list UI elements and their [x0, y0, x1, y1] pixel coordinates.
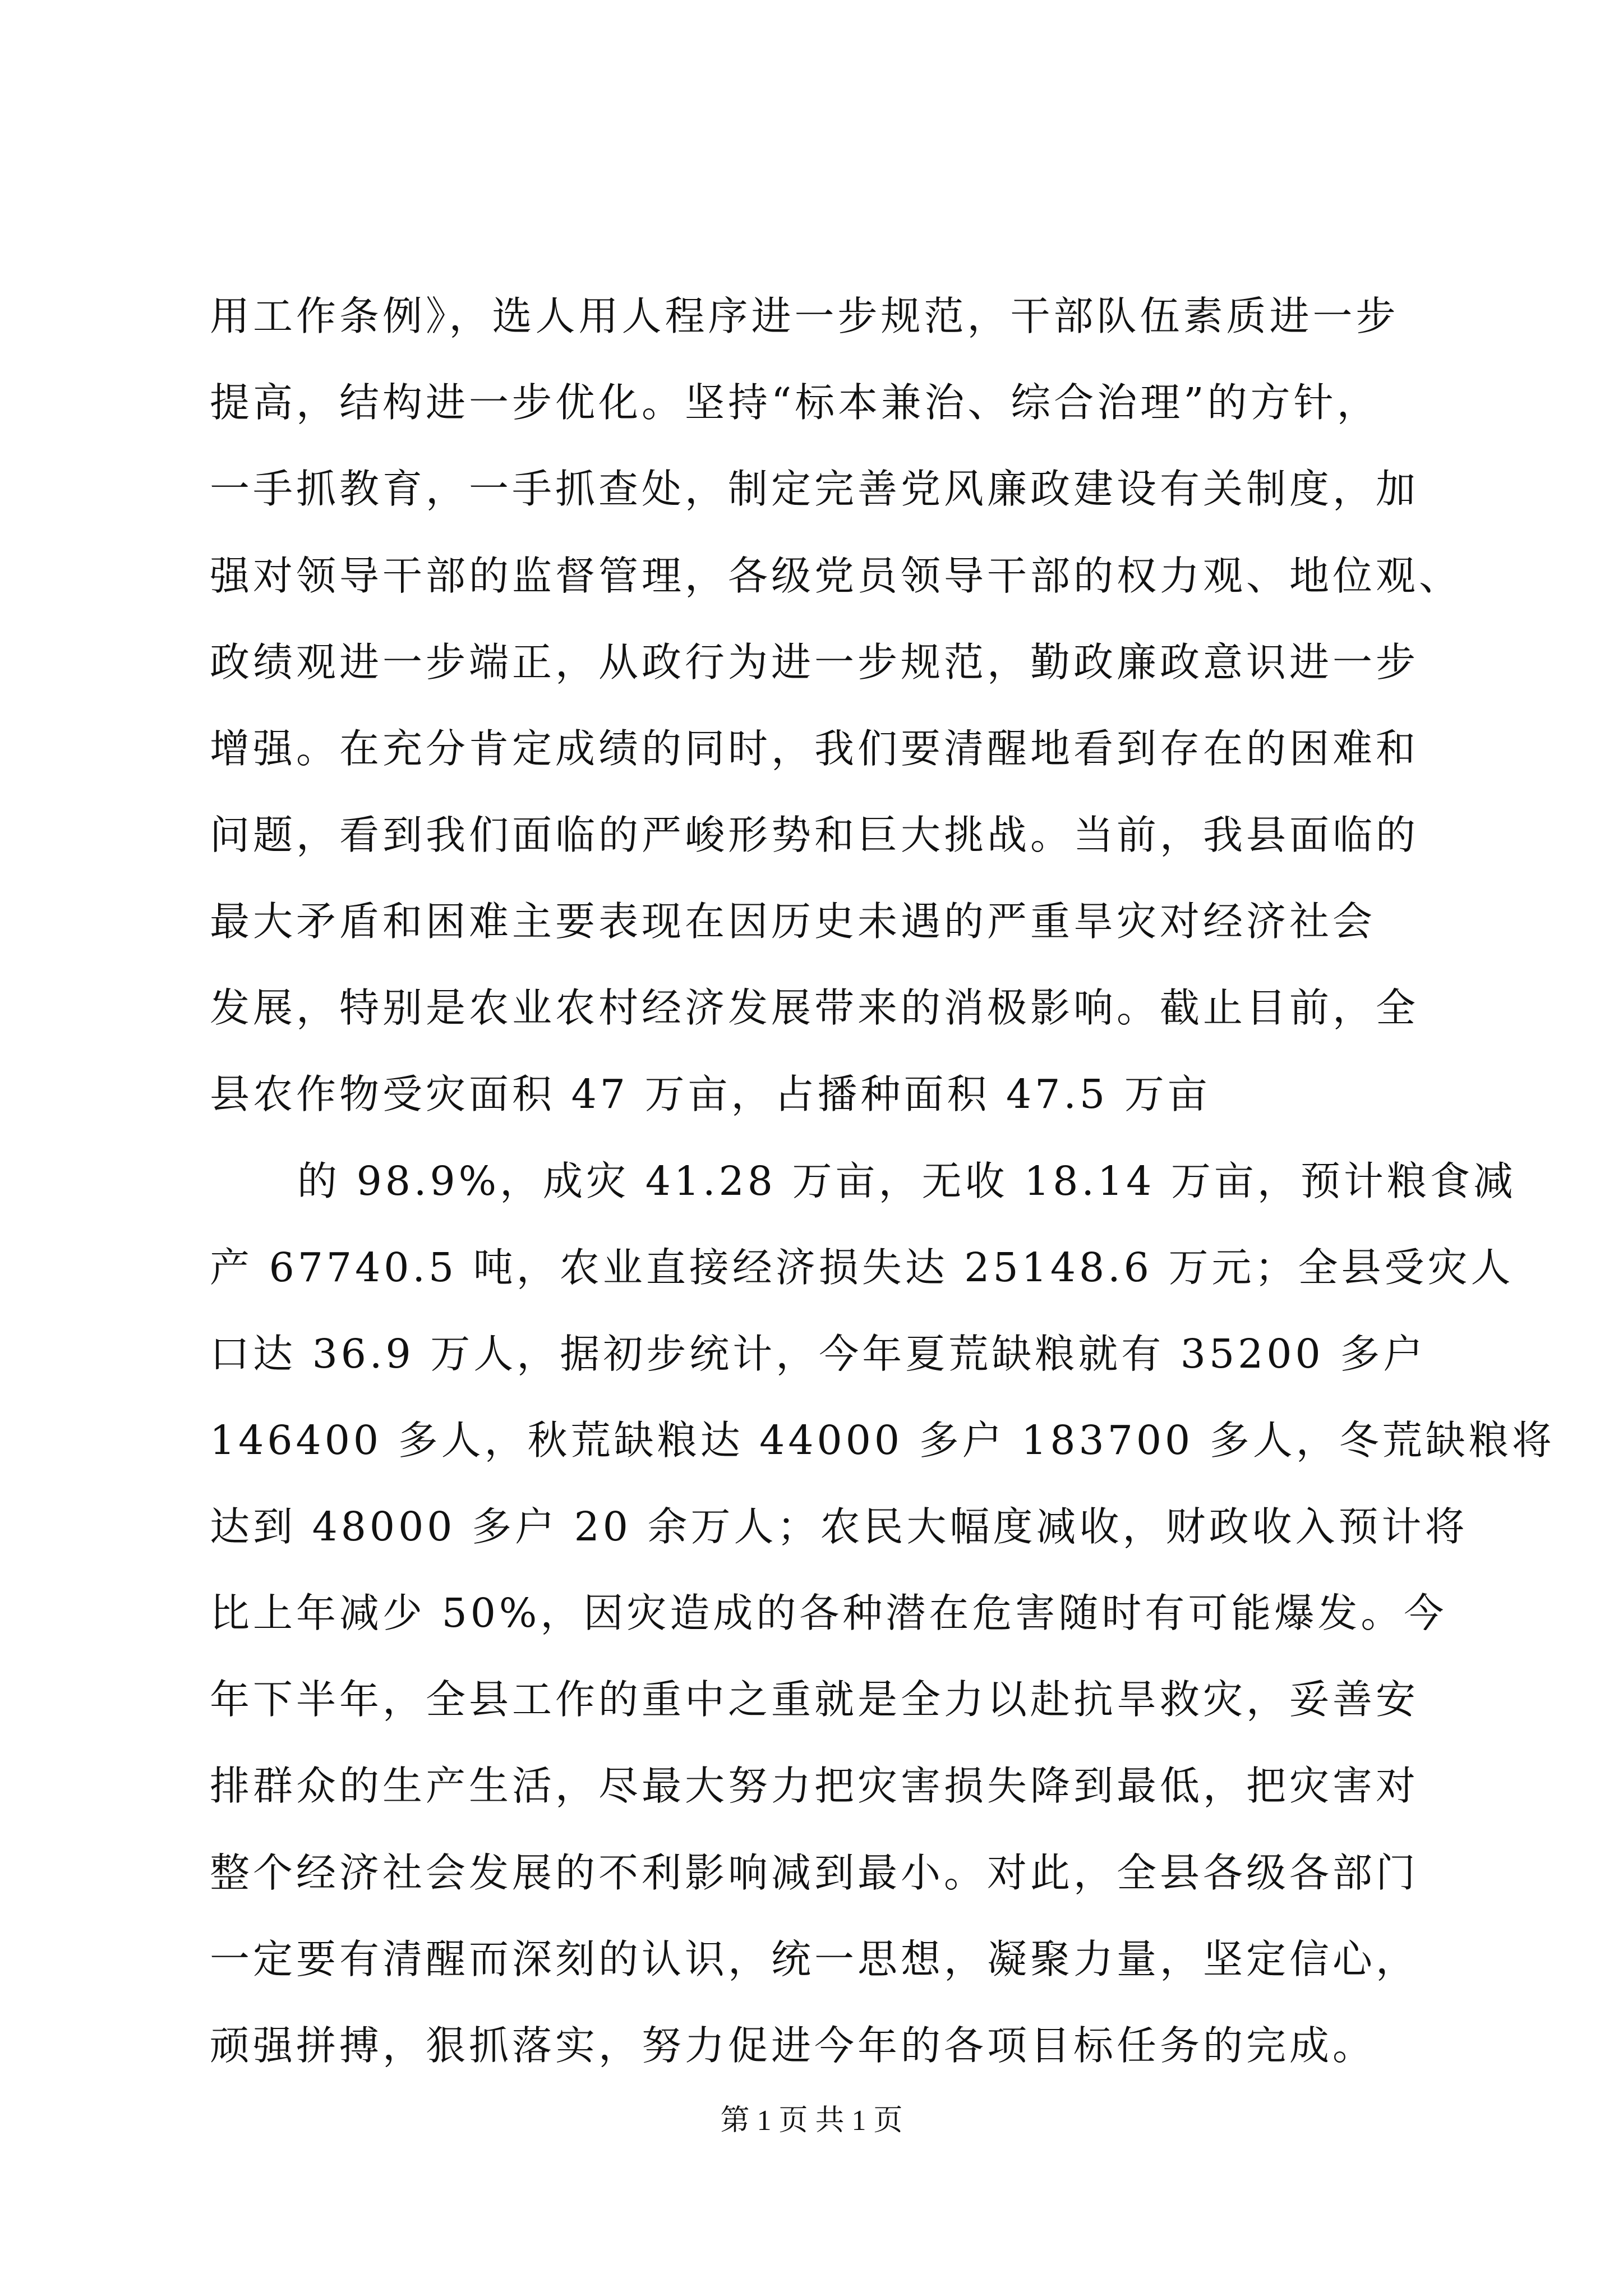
- body-line-8: 最大矛盾和困难主要表现在因历史未遇的严重旱灾对经济社会: [210, 898, 1376, 945]
- body-line-10: 县农作物受灾面积 47 万亩，占播种面积 47.5 万亩: [210, 1071, 1211, 1117]
- body-line-18: 排群众的生产生活，尽最大努力把灾害损失降到最低，把灾害对: [210, 1763, 1419, 1809]
- body-line-21: 顽强拼搏，狠抓落实，努力促进今年的各项目标任务的完成。: [210, 2022, 1376, 2069]
- body-line-5: 政绩观进一步端正，从政行为进一步规范，勤政廉政意识进一步: [210, 639, 1419, 685]
- page-number-footer: 第 1 页 共 1 页: [720, 2105, 903, 2137]
- body-line-2: 提高，结构进一步优化。坚持“标本兼治、综合治理”的方针，: [210, 379, 1380, 426]
- body-line-16: 比上年减少 50%，因灾造成的各种潜在危害随时有可能爆发。今: [210, 1590, 1447, 1636]
- body-line-9: 发展，特别是农业农村经济发展带来的消极影响。截止目前，全: [210, 984, 1419, 1031]
- body-line-13: 口达 36.9 万人，据初步统计，今年夏荒缺粮就有 35200 多户: [210, 1331, 1427, 1377]
- body-line-14: 146400 多人，秋荒缺粮达 44000 多户 183700 多人，冬荒缺粮将: [210, 1417, 1555, 1464]
- body-line-12: 产 67740.5 吨，农业直接经济损失达 25148.6 万元；全县受灾人: [210, 1244, 1514, 1291]
- body-line-17: 年下半年，全县工作的重中之重就是全力以赴抗旱救灾，妥善安: [210, 1676, 1419, 1723]
- body-line-3: 一手抓教育，一手抓查处，制定完善党风廉政建设有关制度，加: [210, 466, 1419, 512]
- body-line-15: 达到 48000 多户 20 余万人；农民大幅度减收，财政收入预计将: [210, 1503, 1468, 1550]
- body-line-19: 整个经济社会发展的不利影响减到最小。对此，全县各级各部门: [210, 1849, 1419, 1896]
- body-line-1: 用工作条例》，选人用人程序进一步规范，干部队伍素质进一步: [210, 293, 1399, 339]
- body-line-6: 增强。在充分肯定成绩的同时，我们要清醒地看到存在的困难和: [210, 725, 1419, 772]
- body-line-7: 问题，看到我们面临的严峻形势和巨大挑战。当前，我县面临的: [210, 812, 1419, 858]
- body-line-11: 的 98.9%，成灾 41.28 万亩，无收 18.14 万亩，预计粮食减: [297, 1158, 1516, 1204]
- body-line-4: 强对领导干部的监督管理，各级党员领导干部的权力观、地位观、: [210, 553, 1463, 599]
- body-line-20: 一定要有清醒而深刻的认识，统一思想，凝聚力量，坚定信心，: [210, 1936, 1419, 1982]
